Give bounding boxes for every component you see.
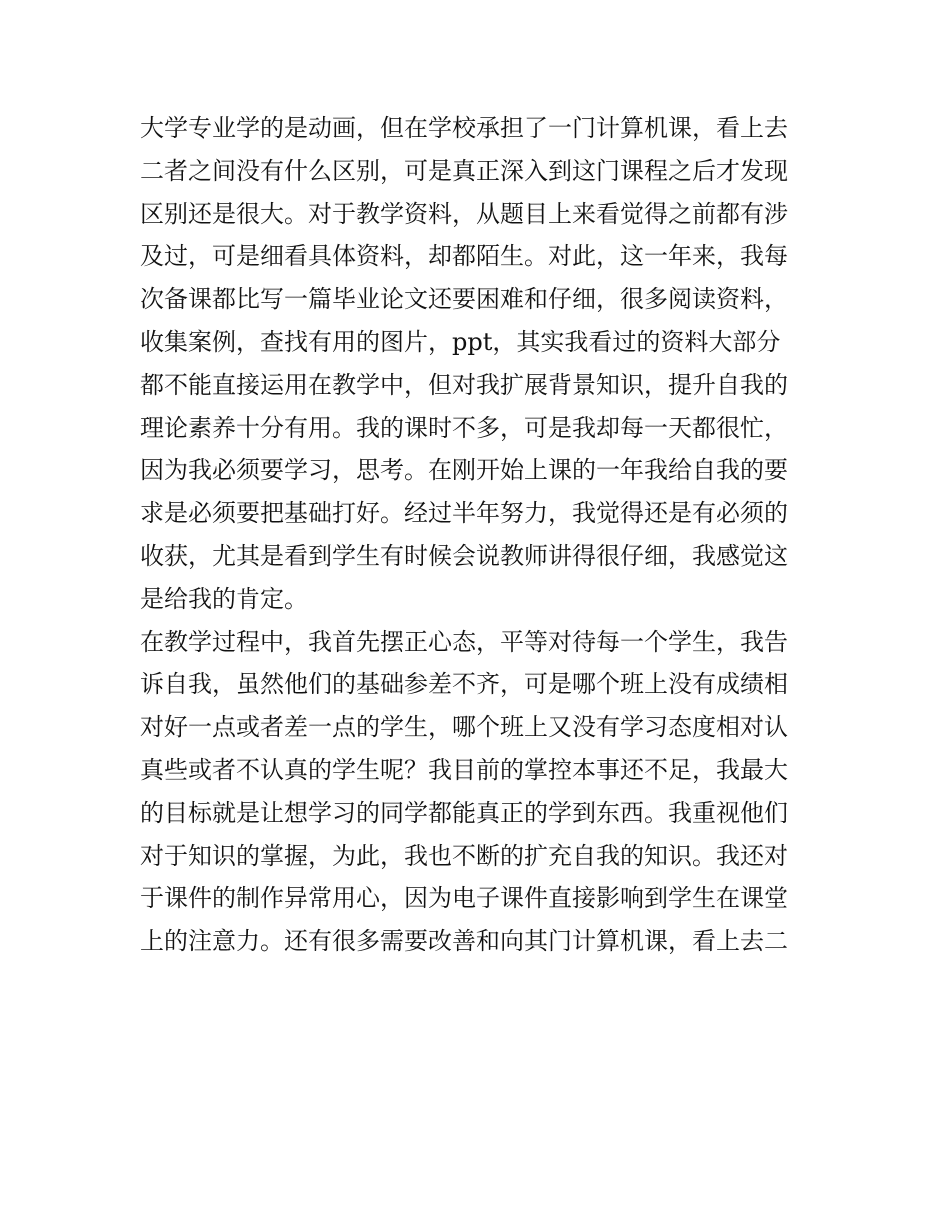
- text-line: 因为我必须要学习，思考。在刚开始上课的一年我给自我的要: [140, 456, 788, 485]
- text-line: 上的注意力。还有很多需要改善和向其门计算机课，看上去二: [140, 927, 788, 956]
- document-body: [140, 107, 820, 963]
- text-line: 收获，尤其是看到学生有时候会说教师讲得很仔细，我感觉这: [140, 541, 788, 570]
- text-line: 收集案例，查找有用的图片，ppt，其实我看过的资料大部分: [140, 327, 781, 356]
- text-line: 二者之间没有什么区别，可是真正深入到这门课程之后才发现: [140, 156, 788, 185]
- text-line: 是给我的肯定。: [140, 584, 308, 613]
- text-line: 对好一点或者差一点的学生，哪个班上又没有学习态度相对认: [140, 713, 788, 742]
- text-line: 大学专业学的是动画，但在学校承担了一门计算机课，看上去: [140, 114, 788, 142]
- text-line: 次备课都比写一篇毕业论文还要困难和仔细，很多阅读资料，: [140, 285, 788, 314]
- text-line: 真些或者不认真的学生呢？我目前的掌控本事还不足，我最大: [140, 755, 788, 784]
- paragraph-2: [140, 621, 820, 963]
- text-line: 及过，可是细看具体资料，却都陌生。对此，这一年来，我每: [140, 242, 788, 271]
- text-line: 的目标就是让想学习的同学都能真正的学到东西。我重视他们: [140, 798, 788, 827]
- text-line: 区别还是很大。对于教学资料，从题目上来看觉得之前都有涉: [140, 199, 788, 228]
- text-line: 都不能直接运用在教学中，但对我扩展背景知识，提升自我的: [140, 370, 788, 399]
- text-line: 诉自我，虽然他们的基础参差不齐，可是哪个班上没有成绩相: [140, 670, 788, 699]
- text-line: 对于知识的掌握，为此，我也不断的扩充自我的知识。我还对: [140, 841, 788, 870]
- text-line: 在教学过程中，我首先摆正心态，平等对待每一个学生，我告: [140, 627, 788, 656]
- text-line: 理论素养十分有用。我的课时不多，可是我却每一天都很忙，: [140, 413, 788, 442]
- text-line: 于课件的制作异常用心，因为电子课件直接影响到学生在课堂: [140, 884, 788, 913]
- text-line: 求是必须要把基础打好。经过半年努力，我觉得还是有必须的: [140, 499, 788, 528]
- paragraph-1: [140, 107, 820, 621]
